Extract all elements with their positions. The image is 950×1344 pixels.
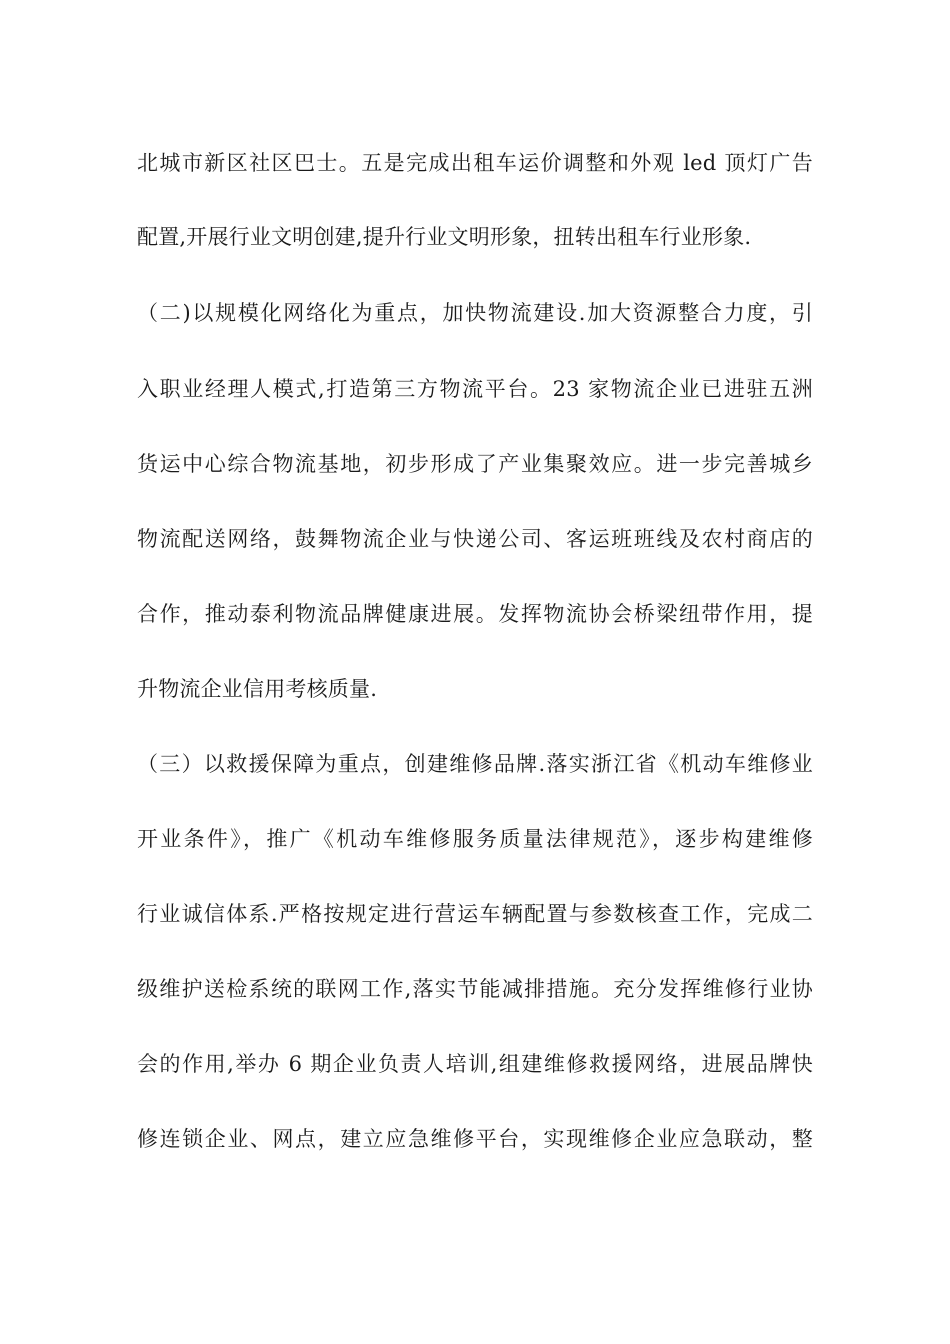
body-text-line-12: 级维护送检系统的联网工作,落实节能减排措施。充分发挥维修行业协 [137, 977, 813, 1001]
body-text-line-10: 开业条件》，推广《机动车维修服务质量法律规范》，逐步构建维修 [137, 827, 813, 851]
body-text-line-11: 行业诚信体系.严格按规定进行营运车辆配置与参数核查工作，完成二 [137, 902, 813, 926]
body-text-line-7: 合作，推动泰利物流品牌健康进展。发挥物流协会桥梁纽带作用，提 [137, 602, 813, 626]
body-text-line-14: 修连锁企业、网点，建立应急维修平台，实现维修企业应急联动，整 [137, 1127, 813, 1151]
body-text-line-1: 北城市新区社区巴士。五是完成出租车运价调整和外观 led 顶灯广告 [137, 151, 813, 175]
body-text-line-9: （三）以救援保障为重点，创建维修品牌.落实浙江省《机动车维修业 [137, 752, 813, 776]
body-text-line-4: 入职业经理人模式,打造第三方物流平台。23 家物流企业已进驻五洲 [137, 377, 813, 401]
body-text-line-3: （二)以规模化网络化为重点，加快物流建设.加大资源整合力度，引 [137, 301, 813, 325]
body-text-line-13: 会的作用,举办 6 期企业负责人培训,组建维修救援网络，进展品牌快 [137, 1052, 813, 1076]
body-text-line-6: 物流配送网络，鼓舞物流企业与快递公司、客运班班线及农村商店的 [137, 527, 813, 551]
body-text-line-5: 货运中心综合物流基地，初步形成了产业集聚效应。进一步完善城乡 [137, 452, 813, 476]
body-text-line-2: 配置,开展行业文明创建,提升行业文明形象，扭转出租车行业形象. [137, 225, 752, 249]
body-text-line-8: 升物流企业信用考核质量. [137, 677, 378, 701]
